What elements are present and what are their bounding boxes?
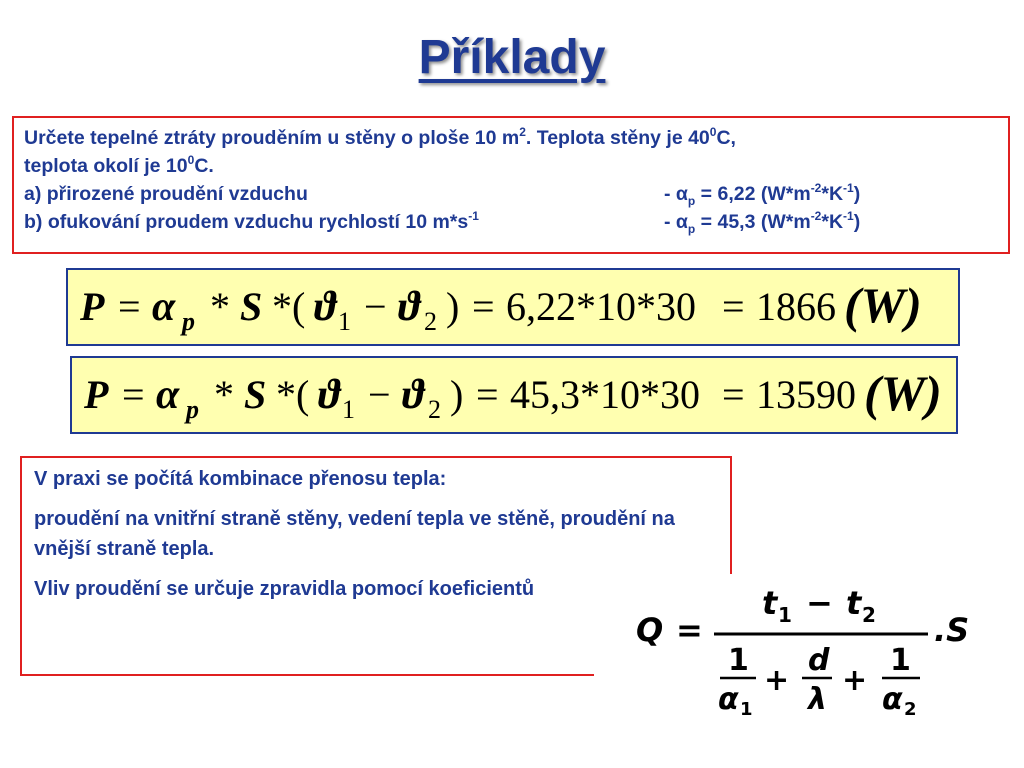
paren: ) (853, 211, 861, 233)
formula-dot-S: .S (934, 611, 970, 649)
task-text: Určete tepelné ztráty prouděním u stěny o ploše 10 m (24, 127, 520, 149)
eq-P: P (80, 284, 105, 329)
eq-unit: (W) (864, 365, 942, 421)
superscript: 2 (519, 124, 526, 139)
equation-forced-convection (70, 356, 958, 434)
eq-equals: = (118, 284, 141, 329)
eq-star-paren: *( (276, 372, 310, 417)
superscript: 0 (187, 152, 195, 167)
unit-text: *K (821, 183, 844, 205)
formula-t2-sub: 2 (862, 603, 876, 627)
formula-plus-2: + (842, 663, 868, 698)
eq-equals-2: = (472, 284, 495, 329)
page-title: Příklady (418, 31, 606, 84)
eq-sub-2: 2 (428, 395, 441, 424)
formula-t1: t (762, 584, 778, 622)
eq-minus: − (364, 284, 387, 329)
formula-t2: t (846, 584, 862, 622)
alpha-symbol: α (675, 211, 688, 233)
formula-alpha2: α (882, 682, 903, 717)
formula-svg (594, 574, 1024, 724)
formula-alpha1: α (718, 682, 739, 717)
dash: - (664, 183, 676, 205)
formula-one-a: 1 (728, 643, 749, 678)
eq-rhs: 45,3*10*30 (510, 372, 700, 417)
eq-close: ) (450, 372, 464, 417)
eq-star: * (214, 372, 234, 417)
dash: - (664, 211, 676, 233)
formula-Q: Q (636, 611, 664, 649)
eq-S: S (244, 372, 267, 417)
eq-star-paren: *( (272, 284, 306, 329)
formula-alpha1-sub: 1 (740, 699, 753, 720)
info-paragraph-1: V praxi se počítá kombinace přenosu tepla: (34, 468, 447, 490)
info-paragraph-2: proudění na vnitřní straně stěny, vedení tepla ve stěně, proudění na vnější straně tepla. (34, 508, 675, 560)
superscript: -1 (843, 208, 854, 223)
task-text: teplota okolí je 10 (24, 155, 188, 177)
eq-rhs: 6,22*10*30 (506, 284, 696, 329)
coefficient-text: = 45,3 (W*m (695, 211, 811, 233)
formula-minus: − (806, 584, 833, 622)
task-line-1 (24, 124, 998, 152)
case-b-label: b) ofukování proudem vzduchu rychlostí 10 m*s (24, 211, 469, 233)
eq-p-sub: p (182, 307, 195, 336)
eq-S: S (240, 284, 263, 329)
superscript: -1 (843, 180, 854, 195)
case-a-coefficient (664, 180, 860, 208)
superscript: 0 (709, 124, 717, 139)
eq-result: 13590 (756, 372, 856, 417)
formula-one-b: 1 (890, 643, 911, 678)
eq-theta-1: ϑ (318, 372, 341, 418)
task-box (12, 116, 1010, 254)
formula-t1-sub: 1 (778, 603, 792, 627)
eq-equals-2: = (476, 372, 499, 417)
eq-theta-1: ϑ (314, 284, 337, 330)
subscript: p (687, 193, 696, 208)
paren: ) (853, 183, 861, 205)
task-line-b (24, 208, 998, 236)
superscript: -1 (468, 208, 479, 223)
unit-text: *K (821, 211, 844, 233)
eq-minus: − (368, 372, 391, 417)
task-text: . Teplota stěny je 40 (525, 127, 710, 149)
eq-star: * (210, 284, 230, 329)
task-text: C, (716, 127, 736, 149)
heat-transfer-formula (594, 574, 1024, 724)
eq-theta-2: ϑ (398, 284, 421, 330)
coefficient-text: = 6,22 (W*m (695, 183, 811, 205)
eq-close: ) (446, 284, 460, 329)
subscript: p (687, 221, 696, 236)
formula-alpha2-sub: 2 (904, 699, 917, 720)
eq-sub-1: 1 (338, 307, 351, 336)
eq-alpha: α (156, 372, 180, 418)
alpha-symbol: α (675, 183, 688, 205)
task-text: C. (194, 155, 214, 177)
eq-sub-2: 2 (424, 307, 437, 336)
eq-equals: = (122, 372, 145, 417)
formula-equals: = (676, 611, 703, 649)
eq-unit: (W) (844, 277, 922, 333)
task-line-a (24, 180, 998, 208)
superscript: -2 (810, 180, 822, 195)
formula-plus-1: + (764, 663, 790, 698)
case-b-coefficient (664, 208, 860, 236)
eq-sub-1: 1 (342, 395, 355, 424)
eq-p-sub: p (186, 395, 199, 424)
superscript: -2 (810, 208, 822, 223)
eq-result: 1866 (756, 284, 836, 329)
info-paragraph-3: Vliv proudění se určuje zpravidla pomocí koeficientů (34, 578, 535, 600)
eq-P: P (84, 372, 109, 417)
formula-d: d (808, 643, 830, 678)
eq-alpha: α (152, 284, 176, 330)
eq-equals-3: = (722, 372, 745, 417)
equation-svg (68, 270, 962, 348)
case-a-label: a) přirozené proudění vzduchu (24, 183, 308, 205)
eq-equals-3: = (722, 284, 745, 329)
eq-theta-2: ϑ (402, 372, 425, 418)
equation-svg (72, 358, 960, 436)
task-line-2 (24, 152, 998, 180)
equation-natural-convection (66, 268, 960, 346)
formula-lambda: λ (808, 682, 827, 717)
